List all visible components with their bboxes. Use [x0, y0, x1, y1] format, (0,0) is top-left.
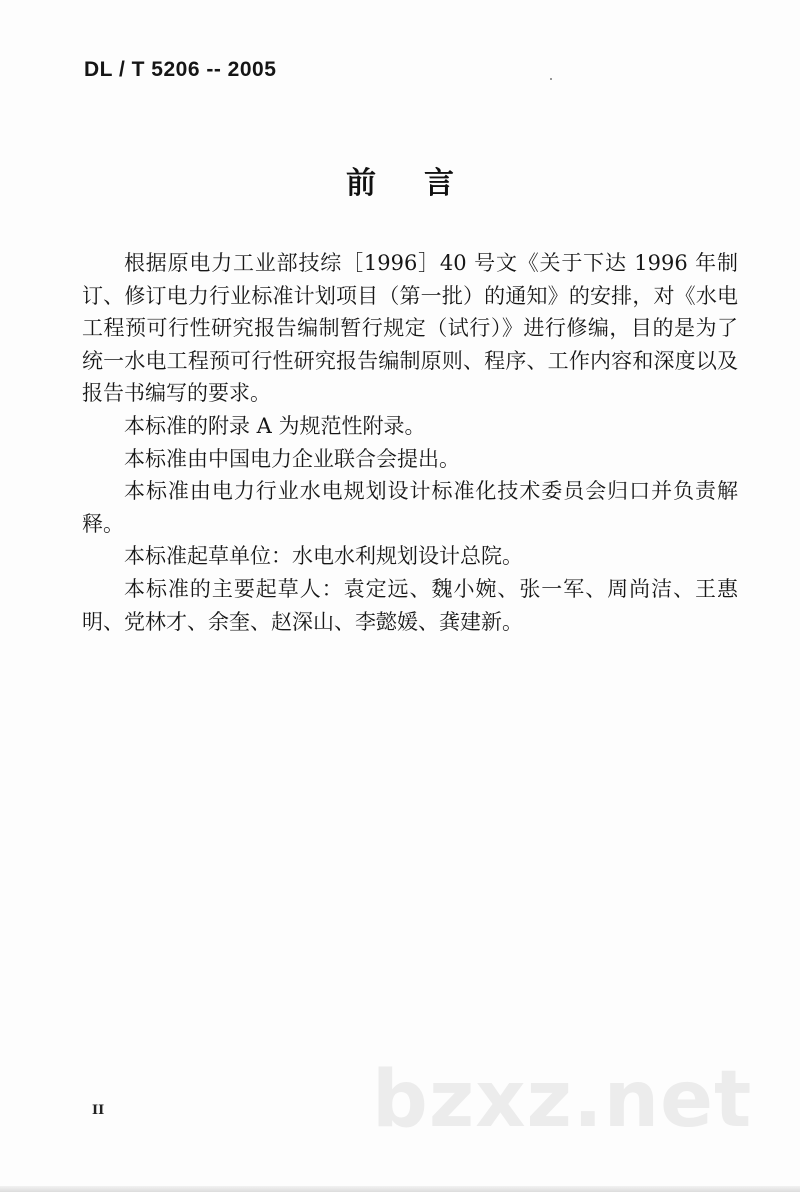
- scan-speck: [550, 78, 552, 80]
- paragraph-appendix: 本标准的附录 A 为规范性附录。: [124, 413, 426, 438]
- page-title-char-1: 前: [346, 166, 376, 201]
- body-text: [82, 247, 738, 638]
- paragraph-drafting-unit: 本标准起草单位：水电水利规划设计总院。: [124, 544, 523, 569]
- paragraph-proposer: 本标准由中国电力企业联合会提出。: [124, 446, 460, 471]
- page-title-char-2: 言: [424, 166, 454, 201]
- standard-code: DL / T 5206 -- 2005: [84, 58, 277, 81]
- page-number: II: [92, 1103, 105, 1118]
- page-title: [0, 158, 800, 202]
- paragraph-revision-basis: 根据原电力工业部技综［1996］40 号文《关于下达 1996 年制订、修订电力行业标准计划项目（第一批）的通知》的安排，对《水电工程预可行性研究报告编制暂行规定（试行）》进行修编，目的是为了统一水电工程预可行性研究报告编制原则、程序、工作内容和深度以及报告书编写的要求。: [82, 251, 738, 406]
- watermark: bzxz.net: [372, 1055, 753, 1145]
- paragraph-responsibility: 本标准由电力行业水电规划设计标准化技术委员会归口并负责解释。: [82, 479, 738, 536]
- paragraph-drafters: 本标准的主要起草人：袁定远、魏小婉、张一军、周尚洁、王惠明、党林才、余奎、赵深山、李懿媛、龚建新。: [82, 576, 738, 634]
- page-bottom-edge: [0, 1186, 800, 1192]
